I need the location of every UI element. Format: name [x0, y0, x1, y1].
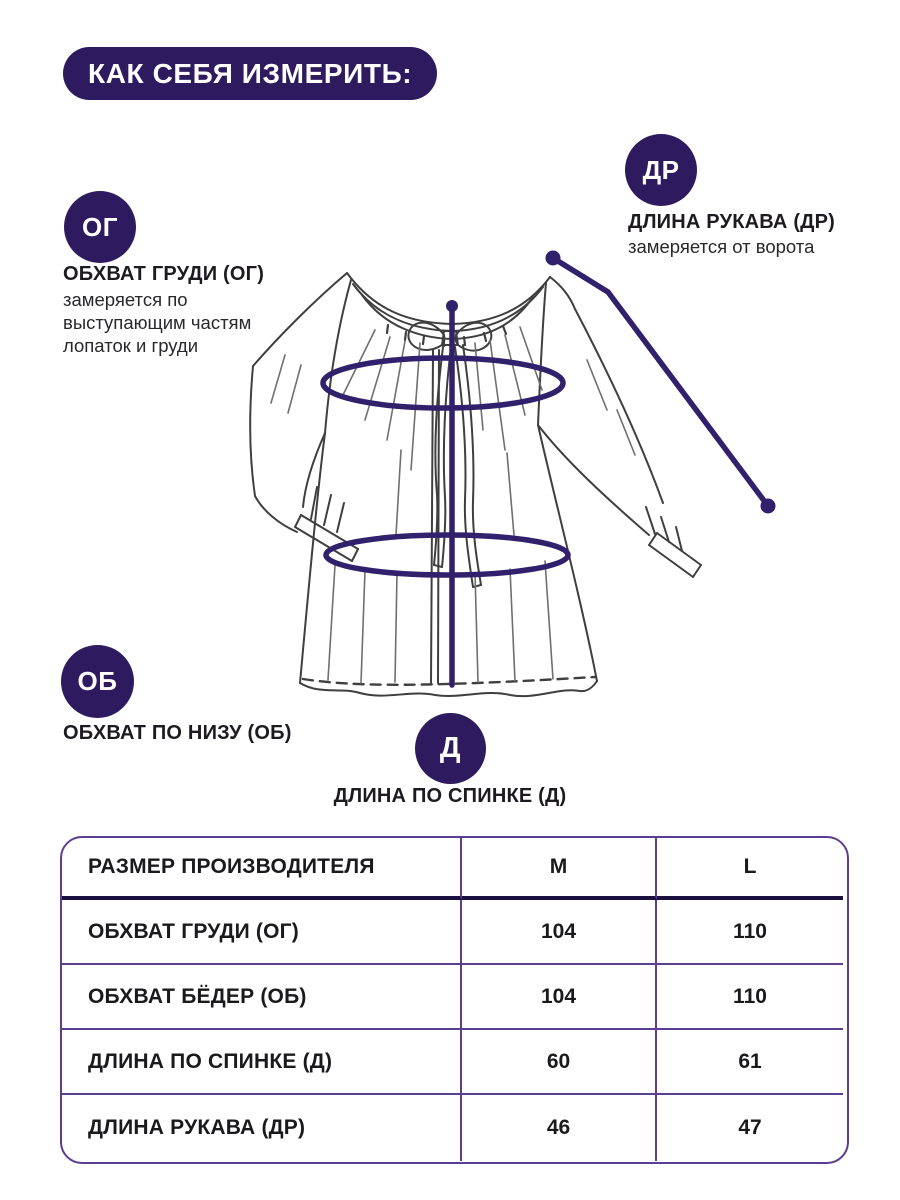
table-row-label: ДЛИНА РУКАВА (ДР)	[62, 1095, 462, 1161]
table-row-value: 60	[462, 1030, 657, 1095]
length-label: ДЛИНА ПО СПИНКЕ (Д)	[333, 785, 567, 807]
table-header-size: РАЗМЕР ПРОИЗВОДИТЕЛЯ	[62, 838, 462, 900]
table-row-value: 46	[462, 1095, 657, 1161]
chest-label: ОБХВАТ ГРУДИ (ОГ)	[63, 263, 265, 285]
table-row-value: 104	[462, 900, 657, 965]
size-table	[60, 836, 849, 1164]
blouse-outline	[250, 273, 701, 696]
table-row-label: ДЛИНА ПО СПИНКЕ (Д)	[62, 1030, 462, 1095]
table-row-label: ОБХВАТ ГРУДИ (ОГ)	[62, 900, 462, 965]
blouse-line-drawing	[225, 235, 795, 725]
chest-badge: ОГ	[64, 191, 136, 263]
chest-measure-ellipse	[323, 358, 563, 408]
hem-label: ОБХВАТ ПО НИЗУ (ОБ)	[63, 722, 292, 744]
length-badge: Д	[415, 713, 486, 784]
sleeve-description: замеряется от ворота	[628, 236, 815, 257]
table-row-value: 61	[657, 1030, 843, 1095]
table-row-value: 110	[657, 965, 843, 1030]
sleeve-length-line	[553, 258, 768, 506]
table-header-m: M	[462, 838, 657, 900]
table-header-l: L	[657, 838, 843, 900]
table-row-label: ОБХВАТ БЁДЕР (ОБ)	[62, 965, 462, 1030]
chest-description: замеряется по выступающим частям лопаток и груди	[63, 289, 252, 356]
table-row-value: 104	[462, 965, 657, 1030]
page-title: КАК СЕБЯ ИЗМЕРИТЬ:	[63, 47, 437, 100]
table-row-value: 110	[657, 900, 843, 965]
table-row-value: 47	[738, 1116, 762, 1139]
hem-badge: ОБ	[61, 645, 134, 718]
sleeve-badge: ДР	[625, 134, 697, 206]
hem-measure-ellipse	[326, 535, 568, 575]
sleeve-label: ДЛИНА РУКАВА (ДР)	[628, 211, 836, 233]
